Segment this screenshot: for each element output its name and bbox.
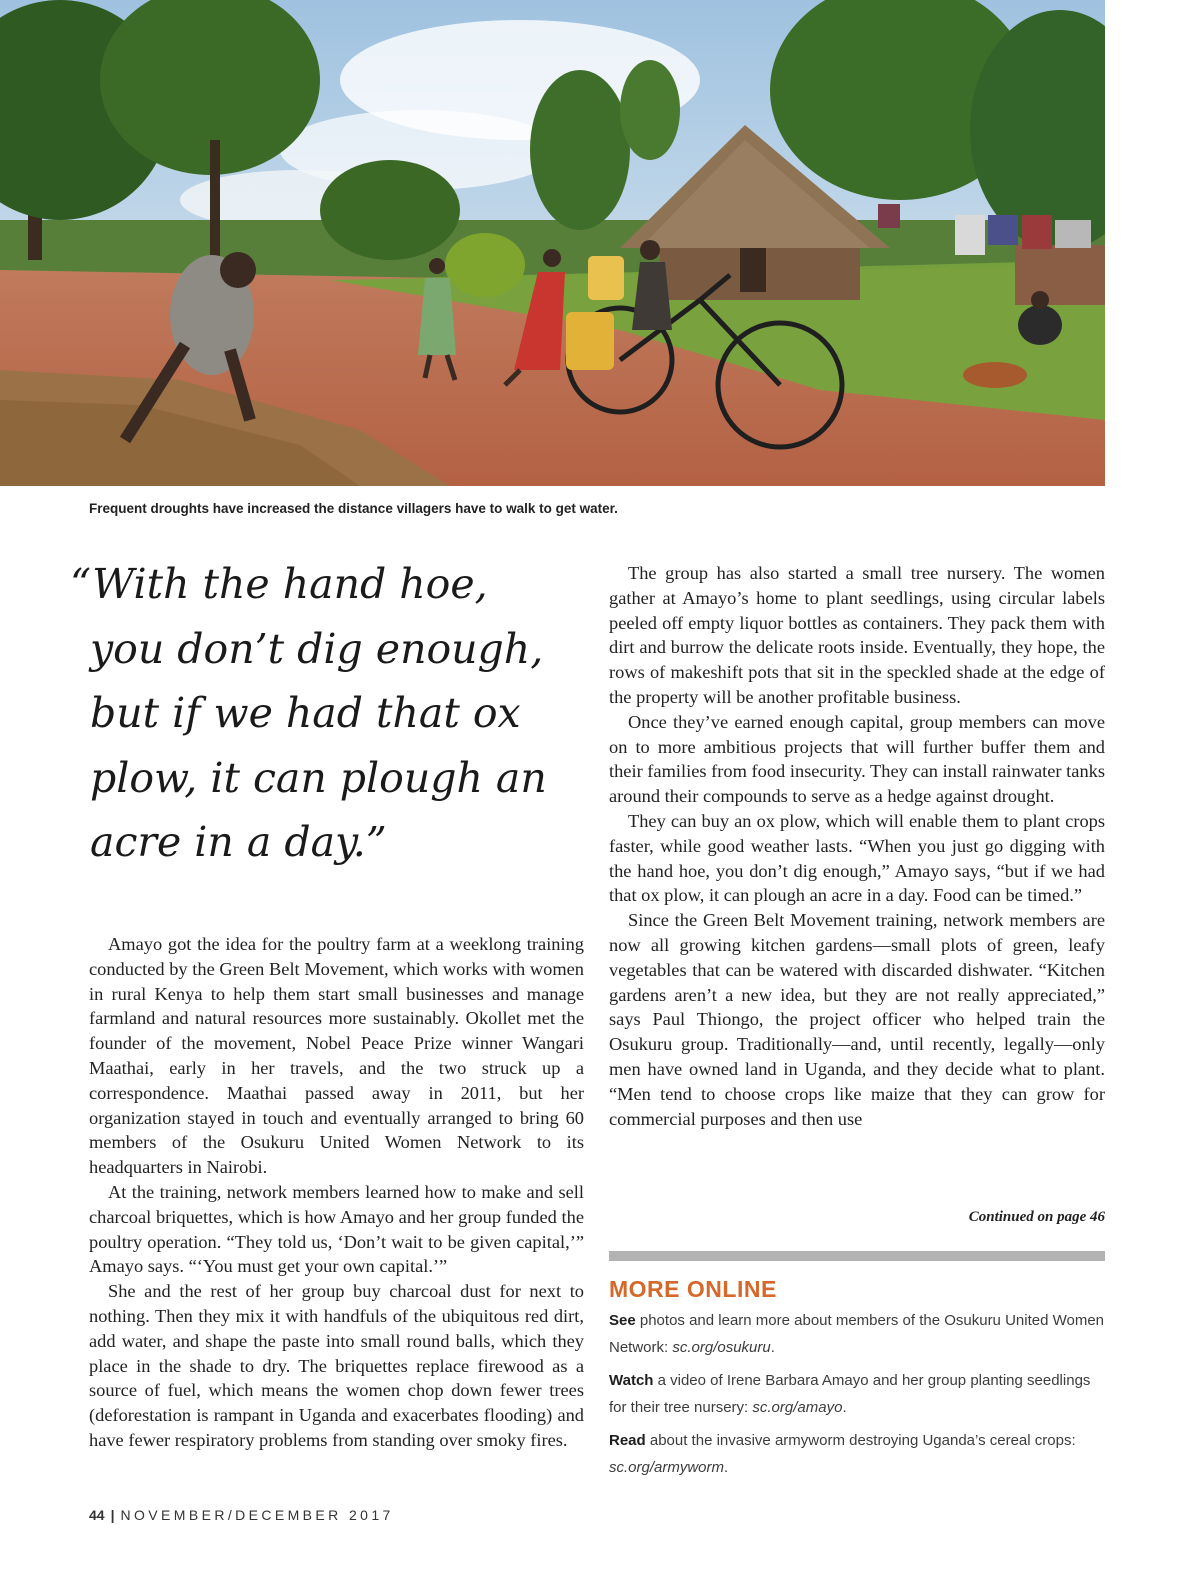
article-paragraph: The group has also started a small tree nursery. The women gather at Amayo’s home to plant seedlings, using circular labels peeled off empty liquor bottles as containers. They pack them with dirt and burrow the delicate roots inside. Eventually, they hope, the rows of makeshift pots that sit in the speckled shade at the edge of the property will be another profitable business. <box>609 563 1105 707</box>
more-online-item-read <box>609 1427 1105 1481</box>
more-online-list <box>609 1307 1105 1487</box>
item-end: . <box>842 1399 847 1416</box>
photo-caption: Frequent droughts have increased the distance villagers have to walk to get water. <box>89 501 618 516</box>
village-photo <box>0 0 1105 486</box>
item-text: a video of Irene Barbara Amayo and her group planting seedlings for their tree nursery: <box>609 1372 1091 1416</box>
link-osukuru[interactable]: sc.org/osukuru <box>672 1339 771 1356</box>
pull-quote-line: you don’t dig enough, <box>90 624 544 673</box>
footer-separator: | <box>110 1507 115 1523</box>
issue-date: NOVEMBER/DECEMBER 2017 <box>120 1507 394 1523</box>
article-column-right <box>609 561 1105 1131</box>
article-paragraph: Once they’ve earned enough capital, group members can move on to more ambitious projects that will further buffer them and their families from food insecurity. They can install rainwater tanks around their compounds to serve as a hedge against drought. <box>609 711 1105 807</box>
link-armyworm[interactable]: sc.org/armyworm <box>609 1459 725 1476</box>
article-paragraph: Since the Green Belt Movement training, network members are now all growing kitchen gardens—small plots of green, leafy vegetables that can be watered with discarded dishwater. “Kitchen gardens aren’t a new idea, but they are not really appreciated,” says Paul Thiongo, the project officer who helped train the Osukuru group. Traditionally—and, until recently, legally—only men have owned land in Uganda, and they decide what to plant. “Men tend to choose crops like maize that they can grow for commercial purposes and then use <box>609 910 1105 1129</box>
item-verb: See <box>609 1312 636 1329</box>
item-verb: Read <box>609 1432 646 1449</box>
pull-quote-line: acre in a day.” <box>90 818 387 866</box>
item-text: photos and learn more about members of the Osukuru United Women Network: <box>609 1312 1105 1356</box>
pull-quote-line: “With the hand hoe, <box>70 560 488 608</box>
more-online-item-watch <box>609 1367 1105 1421</box>
more-online-divider <box>609 1251 1105 1261</box>
article-paragraph: At the training, network members learned how to make and sell charcoal briquettes, which is how Amayo and her group funded the poultry operation. “They told us, ‘Don’t wait to be given capital,’” Amayo says. “‘You must get your own capital.’” <box>89 1181 584 1277</box>
pull-quote-line: but if we had that ox <box>90 689 521 737</box>
article-paragraph: They can buy an ox plow, which will enable them to plant crops faster, while good weather lasts. “When you just go digging with the hand hoe, you don’t dig enough,” Amayo says, “but if we had that ox plow, it can plough an acre in a day. Food can be timed.” <box>609 810 1105 906</box>
page-footer <box>89 1507 394 1523</box>
article-paragraph: Amayo got the idea for the poultry farm at a weeklong training conducted by the Green Belt Movement, which works with women in rural Kenya to help them start small businesses and manage farmland and natural resources more sustainably. Okollet met the founder of the movement, Nobel Peace Prize winner Wangari Maathai, early in her travels, and the two struck up a correspondence. Maathai passed away in 2011, but her organization stayed in touch and eventually arranged to bring 60 members of the Osukuru United Women Network to its headquarters in Nairobi. <box>89 934 584 1178</box>
item-end: . <box>724 1459 729 1476</box>
article-paragraph: She and the rest of her group buy charcoal dust for next to nothing. Then they mix it with handfuls of the ubiquitous red dirt, add water, and shape the paste into small round balls, which they place in the shade to dry. The briquettes replace firewood as a source of fuel, which means the women chop down fewer trees (deforestation is rampant in Uganda and exacerbates flooding) and have fewer respiratory problems from standing over smoky fires. <box>89 1281 584 1450</box>
pull-quote-line: plow, it can plough an <box>90 753 547 802</box>
item-text: about the invasive armyworm destroying Uganda’s cereal crops: <box>645 1432 1076 1449</box>
more-online-item-see <box>609 1307 1105 1361</box>
more-online-title: MORE ONLINE <box>609 1276 777 1302</box>
item-end: . <box>770 1339 775 1356</box>
pull-quote <box>70 552 590 875</box>
continued-jump-line: Continued on page 46 <box>968 1209 1105 1225</box>
page-number: 44 <box>89 1507 105 1523</box>
article-column-left <box>89 932 584 1453</box>
item-verb: Watch <box>609 1372 654 1389</box>
link-amayo[interactable]: sc.org/amayo <box>752 1399 843 1416</box>
